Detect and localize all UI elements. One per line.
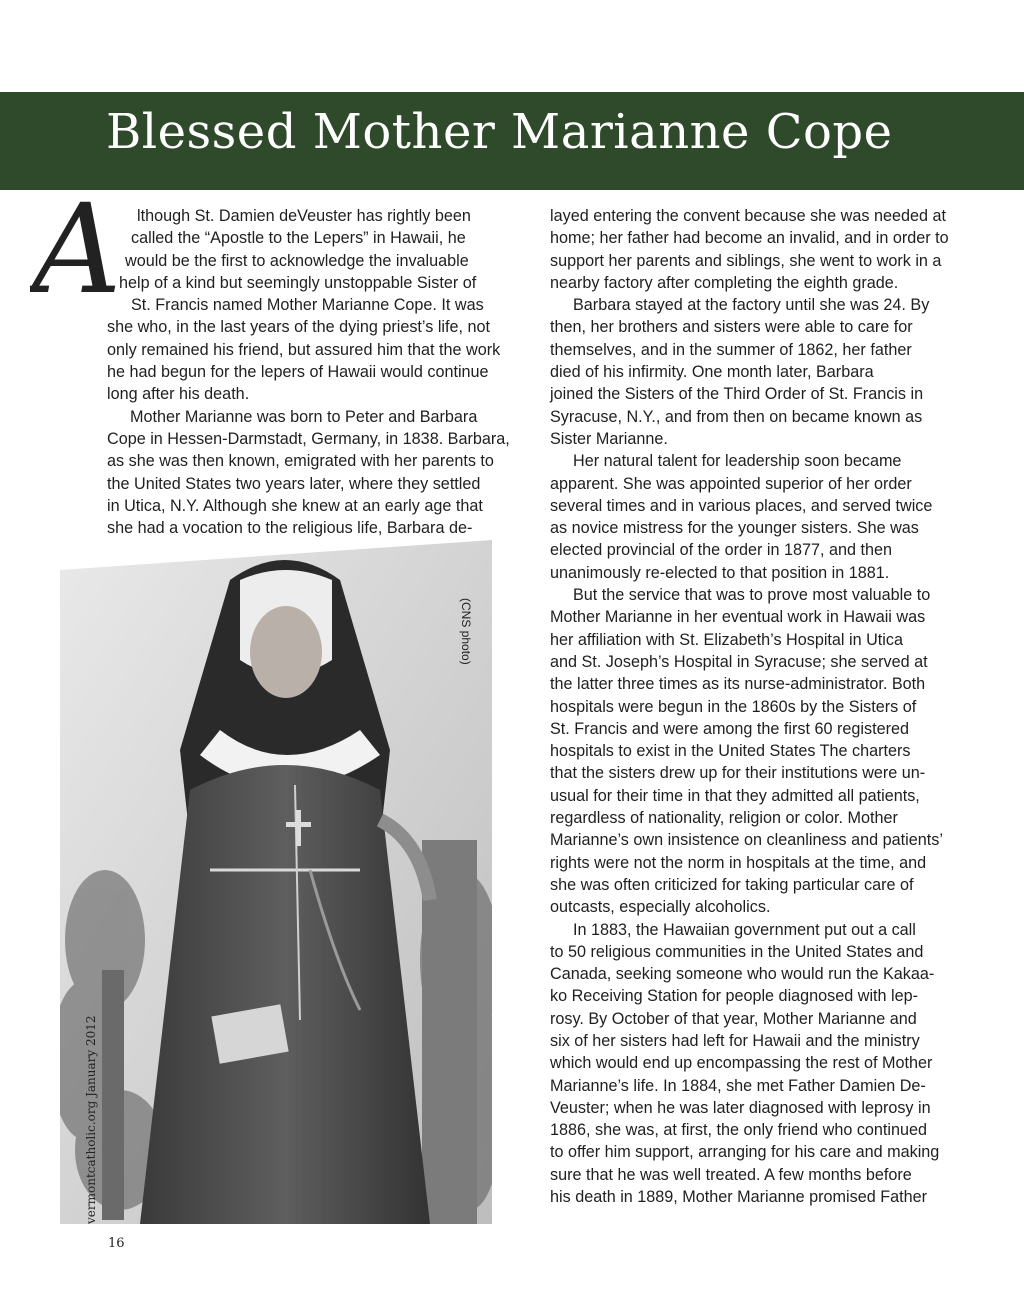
- text-line: layed entering the convent because she was needed at: [550, 207, 946, 225]
- text-line: Barbara stayed at the factory until she was 24. By: [573, 296, 930, 315]
- text-line: her affiliation with St. Elizabeth’s Hospital in Utica: [550, 630, 904, 649]
- text-line: to 50 religious communities in the United States and: [550, 942, 924, 961]
- text-line: called the “Apostle to the Lepers” in Hawaii, he: [131, 229, 466, 248]
- text-line: home; her father had become an invalid, and in order to: [550, 229, 949, 248]
- text-line: St. Francis and were among the first 60 registered: [550, 719, 909, 738]
- text-line: to offer him support, arranging for his care and making: [550, 1143, 940, 1162]
- text-line: unanimously re-elected to that position in 1881.: [550, 563, 890, 582]
- text-line: the latter three times as its nurse-administrator. Both: [550, 675, 926, 694]
- text-line: Syracuse, N.Y., and from then on became known as: [550, 407, 923, 426]
- text-line: the United States two years later, where they settled: [107, 474, 481, 493]
- text-line: Canada, seeking someone who would run the Kakaa-: [550, 965, 935, 984]
- text-line: long after his death.: [107, 385, 250, 404]
- text-line: But the service that was to prove most valuable to: [573, 586, 931, 605]
- portrait-photo: [60, 540, 492, 1224]
- text-line: he had begun for the lepers of Hawaii would continue: [107, 363, 489, 382]
- text-line: as novice mistress for the younger sisters. She was: [550, 519, 919, 538]
- text-line: themselves, and in the summer of 1862, her father: [550, 340, 912, 359]
- text-line: as she was then known, emigrated with her parents to: [107, 452, 494, 471]
- article-title: Blessed Mother Marianne Cope: [106, 104, 893, 160]
- title-banner: [0, 92, 1024, 190]
- text-line: elected provincial of the order in 1877, and then: [550, 541, 892, 560]
- text-line: usual for their time in that they admitted all patients,: [550, 786, 920, 805]
- magazine-url-date: vermontcatholic.org January 2012: [84, 1015, 98, 1224]
- text-line: Mother Marianne was born to Peter and Barbara: [130, 407, 478, 426]
- text-line: nearby factory after completing the eighth grade.: [550, 273, 899, 292]
- text-line: St. Francis named Mother Marianne Cope. It was: [131, 296, 484, 315]
- text-line: 1886, she was, at first, the only friend who continued: [550, 1121, 928, 1140]
- text-line: rosy. By October of that year, Mother Marianne and: [550, 1009, 917, 1028]
- text-line: she had a vocation to the religious life, Barbara de-: [107, 519, 473, 538]
- text-line: Veuster; when he was later diagnosed with leprosy in: [550, 1098, 931, 1117]
- text-line: Marianne’s life. In 1884, she met Father Damien De-: [550, 1076, 926, 1095]
- text-line: that the sisters drew up for their institutions were un-: [550, 764, 926, 783]
- text-line: six of her sisters had left for Hawaii and the ministry: [550, 1031, 920, 1050]
- text-line: several times and in various places, and served twice: [550, 496, 933, 515]
- text-line: his death in 1889, Mother Marianne promised Father: [550, 1188, 928, 1207]
- text-line: hospitals to exist in the United States The charters: [550, 742, 911, 761]
- photo-credit: (CNS photo): [459, 598, 473, 665]
- text-line: outcasts, especially alcoholics.: [550, 898, 771, 917]
- right-column: [550, 205, 970, 1208]
- drop-cap-glyph: A: [32, 188, 122, 306]
- text-line: rights were not the norm in hospitals at the time, and: [550, 853, 927, 872]
- text-line: sure that he was well treated. A few months before: [550, 1165, 912, 1184]
- text-line: Cope in Hessen-Darmstadt, Germany, in 1838. Barbara,: [107, 429, 510, 448]
- text-line: Mother Marianne in her eventual work in Hawaii was: [550, 608, 926, 627]
- text-line: apparent. She was appointed superior of her order: [550, 474, 912, 493]
- text-line: lthough St. Damien deVeuster has rightly been: [137, 207, 471, 225]
- text-line: would be the first to acknowledge the invaluable: [125, 251, 469, 270]
- text-line: joined the Sisters of the Third Order of St. Francis in: [550, 385, 924, 404]
- text-line: ko Receiving Station for people diagnosed with lep-: [550, 987, 919, 1006]
- text-line: help of a kind but seemingly unstoppable Sister of: [119, 273, 477, 292]
- text-line: hospitals were begun in the 1860s by the Sisters of: [550, 697, 917, 716]
- text-line: then, her brothers and sisters were able to care for: [550, 318, 913, 337]
- text-line: in Utica, N.Y. Although she knew at an early age that: [107, 496, 483, 515]
- page-number: 16: [108, 1236, 125, 1251]
- text-line: support her parents and siblings, she went to work in a: [550, 251, 942, 270]
- text-line: and St. Joseph’s Hospital in Syracuse; she served at: [550, 652, 928, 671]
- text-line: which would end up encompassing the rest of Mother: [550, 1054, 933, 1073]
- text-line: Sister Marianne.: [550, 429, 668, 448]
- text-line: died of his infirmity. One month later, Barbara: [550, 363, 874, 382]
- text-line: regardless of nationality, religion or color. Mother: [550, 809, 898, 828]
- text-line: Her natural talent for leadership soon became: [573, 452, 902, 471]
- text-line: she was often criticized for taking particular care of: [550, 875, 914, 894]
- portrait-illustration: [60, 540, 492, 1224]
- text-line: only remained his friend, but assured him that the work: [107, 340, 501, 359]
- text-line: she who, in the last years of the dying priest’s life, not: [107, 318, 491, 337]
- text-line: Marianne’s own insistence on cleanliness and patients’: [550, 831, 943, 850]
- left-column: [107, 205, 527, 539]
- text-line: In 1883, the Hawaiian government put out a call: [573, 920, 916, 939]
